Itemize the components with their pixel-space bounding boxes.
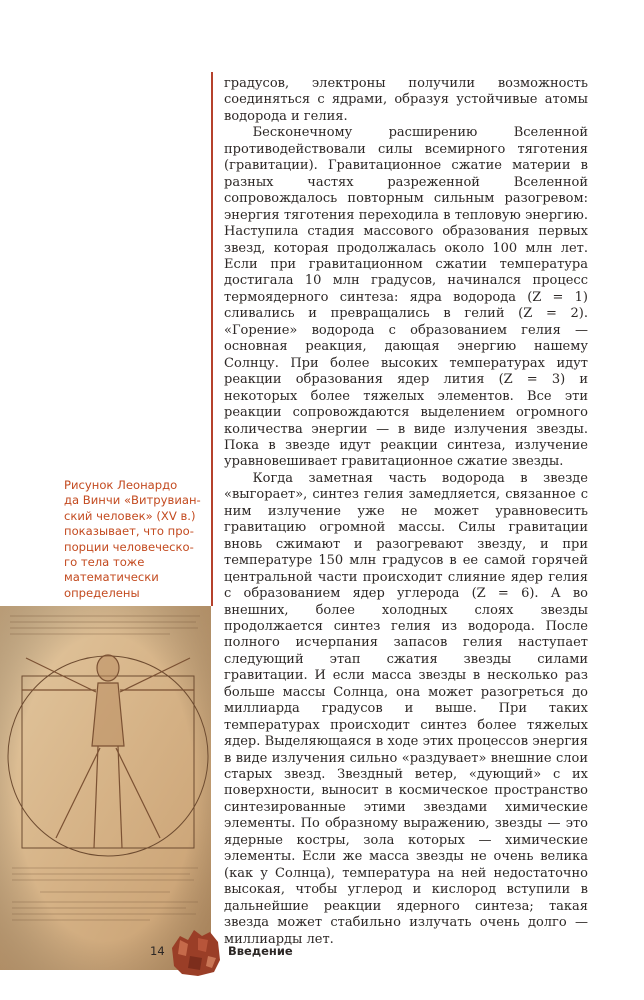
caption-line: показывает, что про- [64,524,194,539]
paragraph: Когда заметная часть водорода в звезде «выгорает», синтез гелия замедляется, связанное с ним излучение уже не может уравновесить гравитацию огромной массы. Силы гравитации вновь сжимают и разогревают звезду, и при температуре 150 млн градусов в ее самой горячей центральной части происходит слияние ядер гелия с образованием ядер углерода (Z = 6). А во внешних, более холодных слоях звезды продолжается синтез гелия из водорода. После полного исчерпания запасов гелия наступает следующий этап сжатия звезды силами гравитации. И если масса звезды в несколько раз больше массы Солнца, она может разогреться до миллиарда градусов и выше. При таких температурах происходит синтез более тяжелых ядер. Выделяющаяся в ходе этих процессов энергия в виде излучения сильно «раздувает» внешние слои старых звезд. Звездный ветер, «дующий» с их поверхности, выносит в космическое пространство синтезированные этими звездами химические элементы. По образному выражению, звезды — это ядерные костры, зола которых — химические элементы. Если же масса звезды не очень велика (как у Солнца), температура на ней недостаточно высокая, чтобы углерод и кислород вступили в дальнейшие реакции ядерного синтеза; такая звезда может стабильно излучать очень долго — миллиарды лет. [224,470,588,947]
body-text [224,76,588,948]
vitruvian-man-illustration [0,606,211,970]
page-footer [0,926,644,986]
paragraph: Бесконечному расширению Вселенной противодействовали силы всемирного тяготения (гравитации). Гравитационное сжатие материи в разных частях разреженной Вселенной сопровождалось повторным сильным разогревом: энергия тяготения переходила в тепловую энергию. Наступила стадия массового образования первых звезд, которая продолжалась около 100 млн лет. Если при гравитационном сжатии температура достигала 10 млн градусов, начинался процесс термоядерного синтеза: ядра водорода (Z = 1) сливались и превращались в гелий (Z = 2). «Горение» водорода с образованием гелия — основная реакция, дающая энергию нашему Солнцу. При более высоких температурах идут реакции образования ядер лития (Z = 3) и некоторых более тяжелых элементов. Все эти реакции сопровождаются выделением огромного количества энергии — в виде излучения звезды. Пока в звезде идут реакции синтеза, излучение уравновешивает гравитационное сжатие звезды. [224,125,588,470]
caption-line: Рисунок Леонардо [64,478,178,492]
section-name: Введение [228,944,293,958]
figure-caption [64,478,204,601]
caption-line: ский человек» (XV в.) [64,508,196,523]
caption-line: математически [64,570,159,585]
page-number: 14 [150,944,165,958]
caption-line: да Винчи «Витрувиан- [64,493,201,508]
caption-line: го тела тоже [64,555,145,570]
column-divider [211,72,213,606]
rock-mineral-icon [168,926,224,978]
caption-line: порции человеческо- [64,539,194,554]
caption-line: определены [64,585,140,600]
paragraph: градусов, электроны получили возможность соединяться с ядрами, образуя устойчивые атомы водорода и гелия. [224,76,588,124]
